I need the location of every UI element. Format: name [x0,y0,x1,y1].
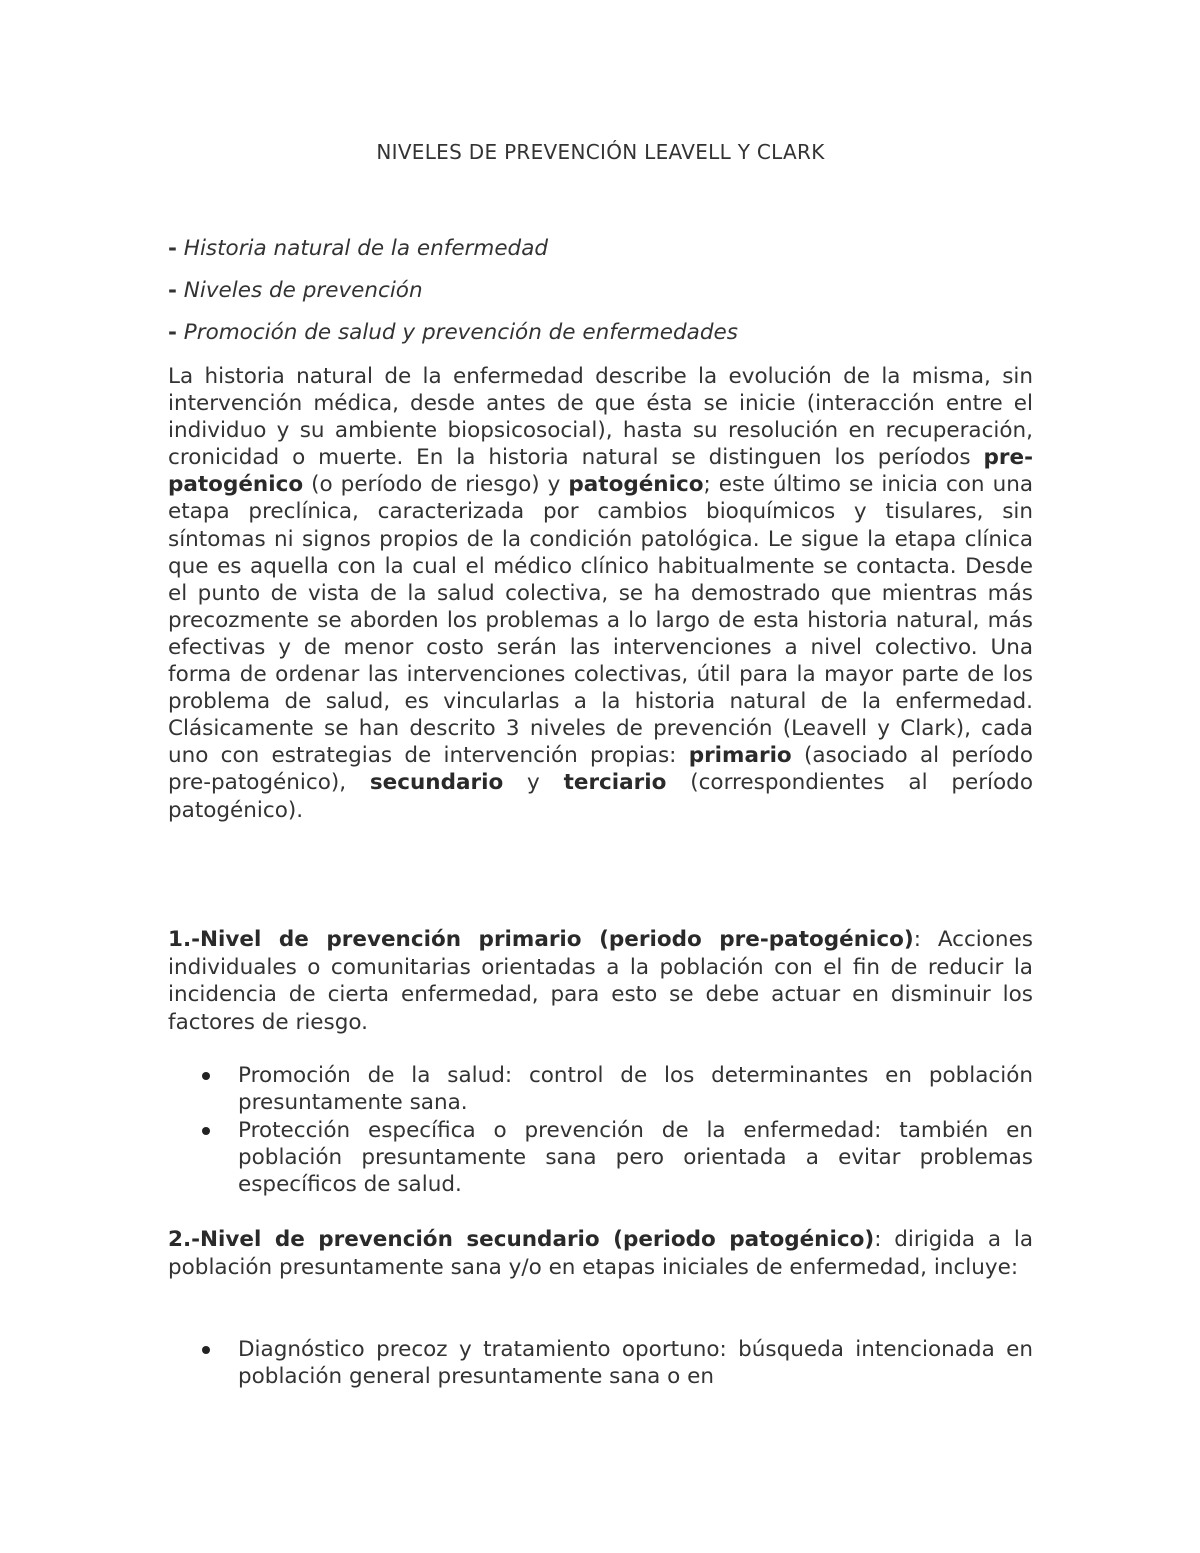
intro-text: (o período de riesgo) y [303,472,569,498]
primary-level-heading: 1.-Nivel de prevención primario (periodo pre-patogénico) [168,927,914,952]
secondary-level-heading: 2.-Nivel de prevención secundario (periodo patogénico) [168,1227,875,1252]
secondary-bullet-list [168,1336,1033,1391]
primary-level-text: : Acciones individuales o comunitarias orientadas a la población con el fin de reducir la incidencia de cierta enfermedad, para esto se debe actuar en disminuir los factores de riesgo. [168,927,1033,1035]
list-item [168,1062,1033,1117]
bullet-text: Promoción de la salud: control de los determinantes en población presuntamente sana. [238,1063,1033,1116]
term-terciario: terciario [563,770,667,796]
term-secundario: secundario [369,770,504,796]
topic-dash: - [168,236,177,261]
intro-text: ; este último se inicia con una etapa preclínica, caracterizada por cambios bioquímicos y tisulares, sin síntomas ni signos propios de la condición patológica. Le sigue la etapa clínica que es aquella con la cual el médico clínico habitualmente se contacta. Desde el punto de vista de la salud colectiva, se ha demostrado que mientras más precozmente se aborden los problemas a lo largo de esta historia natural, más efectivas y de menor costo serán las intervenciones a nivel colectivo. Una forma de ordenar las intervenciones colectivas, útil para la mayor parte de los problema de salud, es vincularlas a la historia natural de la enfermedad. Clásicamente se han descrito 3 niveles de prevención (Leavell y Clark), cada uno con estrategias de intervención propias: [168,472,1033,769]
secondary-level-section [168,1226,1033,1281]
topic-dash: - [168,320,177,345]
term-primario: primario [688,743,792,769]
intro-text: (correspondientes al período patogénico). [168,770,1033,823]
intro-text: La historia natural de la enfermedad describe la evolución de la misma, sin intervención médica, desde antes de que ésta se inicie (interacción entre el individuo y su ambiente biopsicosocial), hasta su resolución en recuperación, cronicidad o muerte. En la historia natural se distinguen los períodos [168,364,1033,471]
topic-item [168,236,548,261]
bullet-text: Diagnóstico precoz y tratamiento oportuno: búsqueda intencionada en población general presuntamente sana o en [238,1337,1033,1390]
topic-dash: - [168,278,177,303]
bullet-icon [202,1127,210,1135]
topic-item [168,320,738,345]
list-item [168,1117,1033,1199]
primary-bullet-list [168,1062,1033,1198]
topic-text: Promoción de salud y prevención de enfermedades [176,320,738,345]
primary-level-section [168,926,1033,1036]
bullet-icon [202,1072,210,1080]
list-item [168,1336,1033,1391]
bullet-text: Protección específica o prevención de la enfermedad: también en población presuntamente sana pero orientada a evitar problemas específicos de salud. [238,1117,1033,1198]
secondary-level-text: : dirigida a la población presuntamente sana y/o en etapas iniciales de enfermedad, incluye: [168,1227,1033,1280]
intro-text: y [503,770,564,796]
topic-text: Historia natural de la enfermedad [176,236,549,261]
bullet-icon [202,1346,210,1354]
intro-paragraph [168,363,1033,824]
topic-item [168,278,423,303]
intro-text: (asociado al período pre-patogénico), [168,743,1034,796]
topic-text: Niveles de prevención [176,278,423,303]
term-prepatogenico: pre-patogénico [168,445,1033,498]
term-patogenico: patogénico [568,472,704,498]
document-title: NIVELES DE PREVENCIÓN LEAVELL Y CLARK [376,140,825,164]
